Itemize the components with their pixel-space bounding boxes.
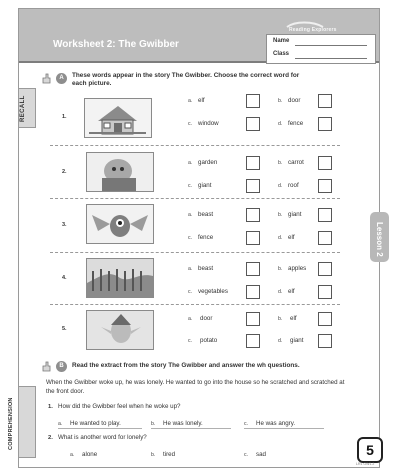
answer-line [244,428,324,429]
checkbox-item3-c[interactable] [246,231,260,245]
elf-picture [86,310,154,350]
item-number-2: 2. [62,169,67,175]
item-number-1: 1. [62,114,67,120]
answer-2b[interactable]: tired [163,451,176,458]
pointing-hand-icon [40,72,53,86]
checkbox-item5-b[interactable] [318,312,332,326]
answer-line [58,428,142,429]
recall-label: RECALL [20,95,26,122]
checkbox-item4-b[interactable] [318,262,332,276]
checkbox-item4-a[interactable] [246,262,260,276]
comprehension-tab [18,386,36,458]
name-label: Name [273,38,290,44]
item-number-3: 3. [62,222,67,228]
answer-1b[interactable]: He was lonely. [163,420,203,427]
checkbox-item2-a[interactable] [246,156,260,170]
divider-line [50,198,340,199]
answer-1c[interactable]: He was angry. [256,420,296,427]
class-label: Class [273,51,290,57]
lesson-label: Lesson 2 [375,222,384,257]
divider-line [50,304,340,305]
page-number: 5 [357,437,383,463]
publisher-logo [285,17,325,27]
pointing-hand-icon [40,360,53,374]
checkbox-item3-a[interactable] [246,208,260,222]
section-a-instruction: These words appear in the story The Gwibber. Choose the correct word for each picture. [72,72,300,87]
answer-2a[interactable]: alone [82,451,98,458]
question-1: How did the Gwibber feel when he woke up? [58,403,181,410]
checkbox-item4-c[interactable] [246,285,260,299]
house-picture [84,98,152,138]
checkbox-item5-c[interactable] [246,334,260,348]
page-code: LR1 GW1.2 [356,462,375,466]
checkbox-item5-d[interactable] [318,334,332,348]
checkbox-item1-d[interactable] [318,117,332,131]
answer-2c[interactable]: sad [256,451,266,458]
name-class-box [266,34,376,64]
checkbox-item2-d[interactable] [318,179,332,193]
class-field[interactable] [295,58,367,59]
divider-line [50,252,340,253]
comprehension-label: COMPREHENSION [8,397,14,450]
beast-picture [86,204,154,244]
name-field[interactable] [295,45,367,46]
item-number-5: 5. [62,326,67,332]
story-extract: When the Gwibber woke up, he was lonely. He wanted to go into the house so he scratched and scratched at the front door. [46,379,345,395]
section-b-badge: B [56,361,67,372]
checkbox-item3-d[interactable] [318,231,332,245]
logo-text: Reading Explorers [289,27,337,33]
checkbox-item2-c[interactable] [246,179,260,193]
giant-picture [86,152,154,192]
page-title: Worksheet 2: The Gwibber [53,39,179,50]
checkbox-item1-a[interactable] [246,94,260,108]
worksheet-header [19,9,379,63]
fence-picture [86,258,154,298]
checkbox-item4-d[interactable] [318,285,332,299]
section-a-badge: A [56,73,67,84]
answer-line [151,428,231,429]
item-number-4: 4. [62,275,67,281]
checkbox-item1-c[interactable] [246,117,260,131]
question-2: What is another word for lonely? [58,434,147,441]
checkbox-item5-a[interactable] [246,312,260,326]
divider-line [50,145,340,146]
checkbox-item1-b[interactable] [318,94,332,108]
section-b-instruction: Read the extract from the story The Gwibber and answer the wh questions. [72,362,300,369]
checkbox-item2-b[interactable] [318,156,332,170]
answer-1a[interactable]: He wanted to play. [70,420,121,427]
checkbox-item3-b[interactable] [318,208,332,222]
